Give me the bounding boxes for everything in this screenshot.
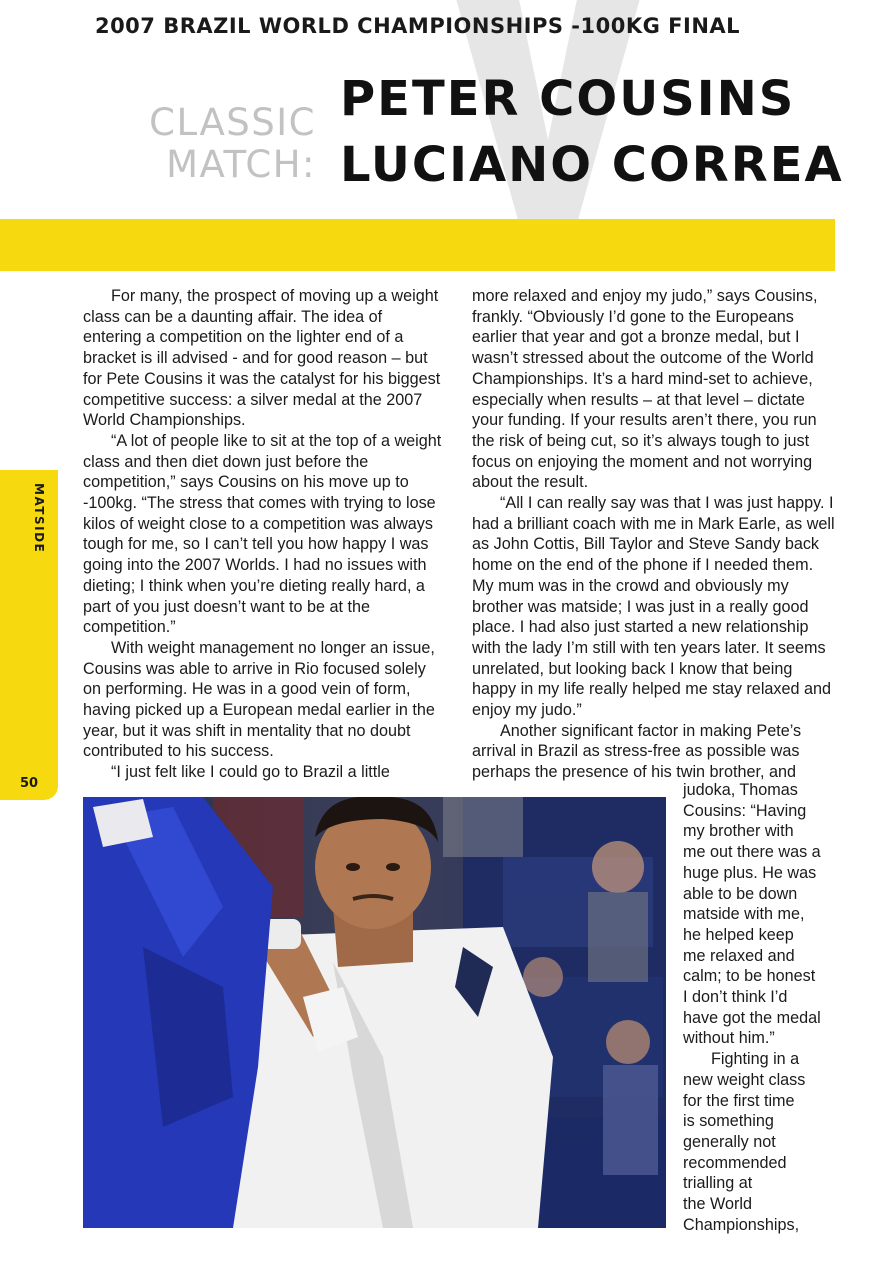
classic-match-label xyxy=(149,102,316,186)
narrow-paragraph-1 xyxy=(683,780,839,1049)
fighter-name-1: PETER COUSINS xyxy=(340,71,796,127)
text-line: have got the medal xyxy=(683,1008,821,1027)
section-label: MATSIDE xyxy=(32,483,46,554)
text-line: huge plus. He was xyxy=(683,863,817,882)
paragraph: more relaxed and enjoy my judo,” says Cousins, frankly. “Obviously I’d gone to the Europeans earlier that year and got a bronze medal, but I wasn’t stressed about the outcome of the World Championships. It’s a hard mind-set to achieve, especially when results – at that level – dictate your funding. If your results aren’t there, you run the risk of being cut, so it’s always tough to just focus on enjoying the moment and not worrying about the result. xyxy=(472,287,818,492)
text-line: he helped keep xyxy=(683,925,794,944)
text-line: calm; to be honest xyxy=(683,967,816,986)
article-column-right xyxy=(472,286,839,783)
text-line: me relaxed and xyxy=(683,946,795,965)
text-line: recommended xyxy=(683,1153,787,1172)
text-line: able to be down xyxy=(683,884,798,903)
text-line: for the first time xyxy=(683,1091,795,1110)
fighter-names xyxy=(340,66,844,198)
text-line: judoka, Thomas xyxy=(683,781,798,799)
text-line: matside with me, xyxy=(683,905,805,924)
paragraph: “I just felt like I could go to Brazil a little xyxy=(111,763,390,782)
match-line: MATCH: xyxy=(166,143,316,186)
paragraph: “A lot of people like to sit at the top of a weight class and then diet down just before the competition,” says Cousins on his move up to -100kg. “The stress that comes with trying to lose kilos of weight close to a competition was always tough for me, so I can’t tell you how happy I was going into the 2007 Worlds. I had no issues with dieting; I think when you’re dieting really hard, a part of you just doesn’t want to be at the competition.” xyxy=(83,431,442,637)
text-line: generally not xyxy=(683,1132,776,1151)
text-line: Fighting in a xyxy=(711,1050,800,1069)
article-column-narrow xyxy=(683,780,839,1235)
text-line: Cousins: “Having xyxy=(683,801,807,820)
classic-line: CLASSIC xyxy=(149,101,316,144)
article-column-left xyxy=(83,286,445,783)
paragraph: “All I can really say was that I was just happy. I had a brilliant coach with me in Mark Earle, as well as John Cottis, Bill Taylor and Steve Sandy back home on the end of the phone if I needed them. My mum was in the crowd and obviously my brother was matside; I was just in a really good place. I had also just started a new relationship with the lady I’m still with ten years later. It seems unrelated, but looking back I know that being happy in my life really helped me stay relaxed and enjoy my judo.” xyxy=(472,494,835,720)
text-line: Championships, xyxy=(683,1215,800,1234)
paragraph: Another significant factor in making Pete’s arrival in Brazil as stress-free as possible was perhaps the presence of his twin brother, and xyxy=(472,721,802,782)
text-line: my brother with xyxy=(683,822,794,841)
fighter-name-2: LUCIANO CORREA xyxy=(340,137,844,193)
text-line: I don’t think I’d xyxy=(683,988,788,1007)
page-number: 50 xyxy=(20,776,39,791)
judo-match-photo xyxy=(83,797,666,1228)
text-line: me out there was a xyxy=(683,843,821,862)
subtitle-banner xyxy=(0,219,835,271)
text-line: without him.” xyxy=(683,1029,775,1048)
subtitle-banner-text: 2007 BRAZIL WORLD CHAMPIONSHIPS -100KG FINAL xyxy=(94,14,741,38)
text-line: trialling at xyxy=(683,1174,753,1193)
paragraph: For many, the prospect of moving up a weight class can be a daunting affair. The idea of entering a competition on the lighter end of a bracket is ill advised - and for good reason – but for Pete Cousins it was the catalyst for his biggest competitive success: a silver medal at the 2007 World Championships. xyxy=(83,287,441,430)
text-line: the World xyxy=(683,1195,752,1214)
narrow-paragraph-2 xyxy=(683,1049,839,1235)
text-line: new weight class xyxy=(683,1070,806,1089)
title-block xyxy=(0,62,891,197)
paragraph: With weight management no longer an issue, Cousins was able to arrive in Rio focused solely on performing. He was in a good vein of form, having picked up a European medal earlier in the year, but it was shift in mentality that no doubt contributed to his success. xyxy=(83,638,435,761)
text-line: is something xyxy=(683,1112,774,1131)
